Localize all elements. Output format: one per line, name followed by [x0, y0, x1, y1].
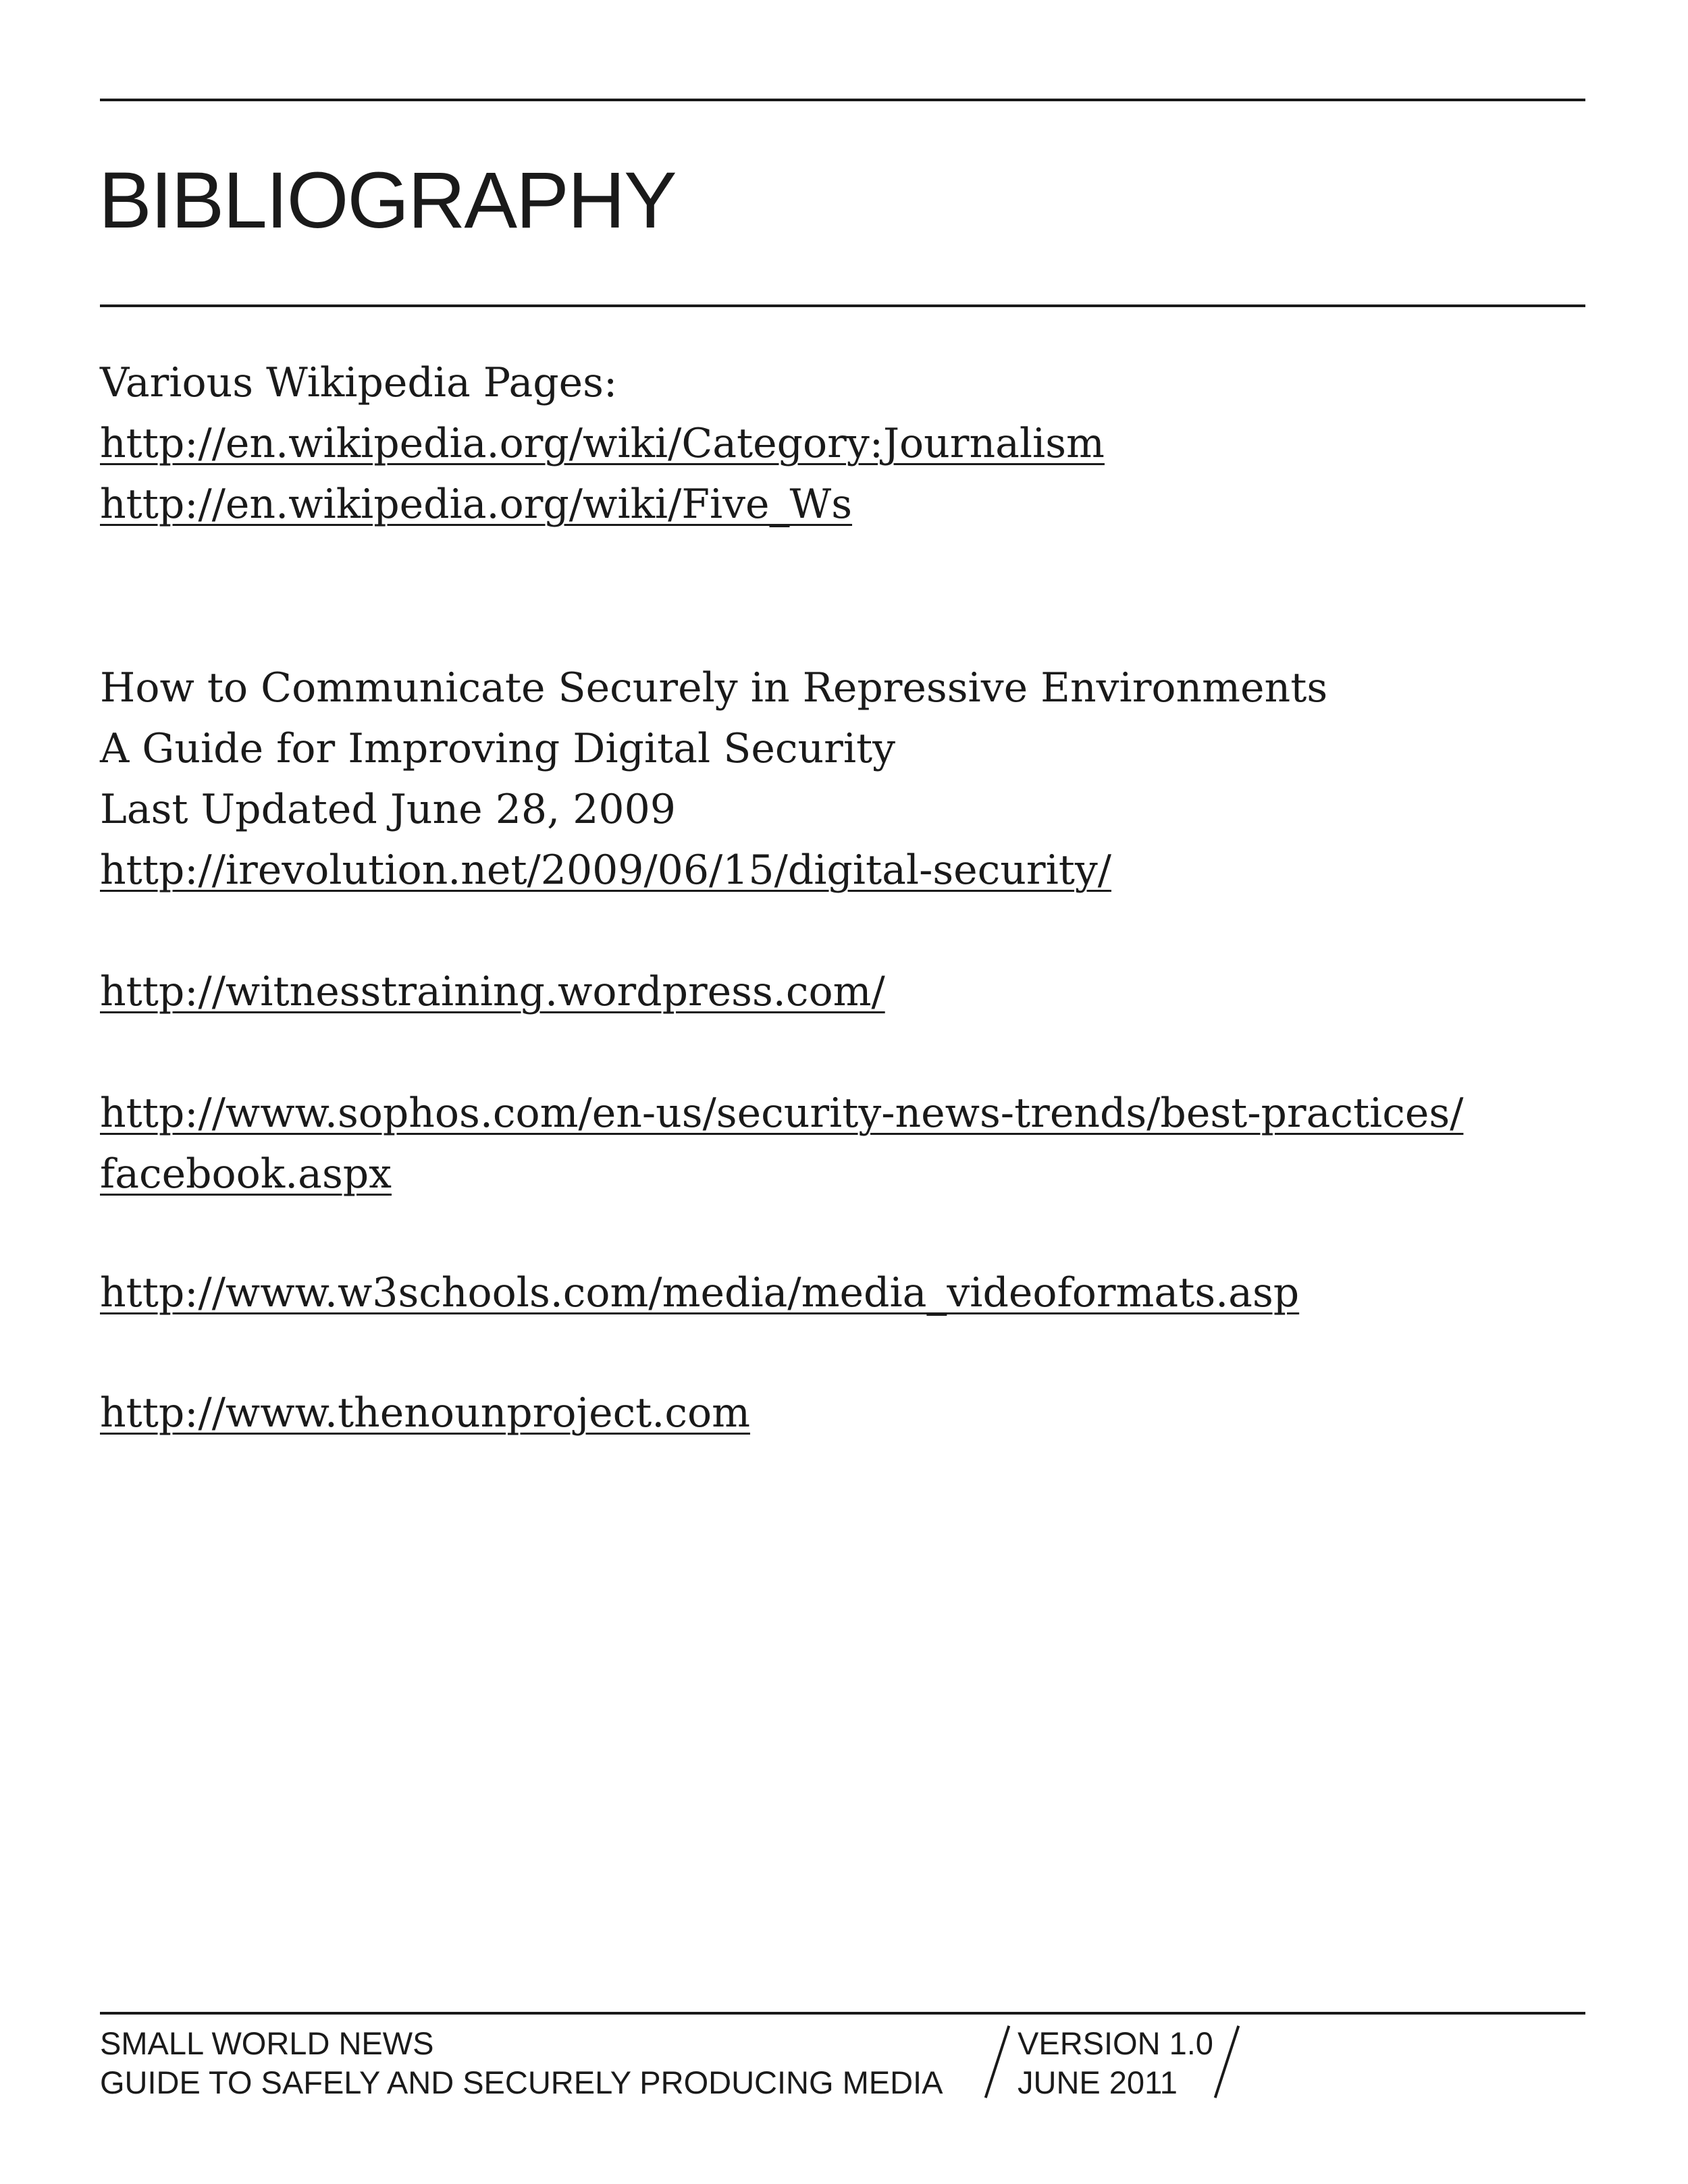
footer-separator-slash — [1214, 2025, 1240, 2098]
link-sophos-part-2[interactable]: facebook.aspx — [100, 1150, 392, 1198]
entry-updated-date: Last Updated June 28, 2009 — [100, 786, 676, 833]
link-w3schools[interactable]: http://www.w3schools.com/media/media_videoformats.asp — [100, 1269, 1300, 1316]
link-nounproject[interactable]: http://www.thenounproject.com — [100, 1389, 750, 1437]
bibliography-entry-nounproject — [100, 1383, 750, 1443]
link-irevolution[interactable]: http://irevolution.net/2009/06/15/digital-security/ — [100, 847, 1111, 894]
footer-separator-slash — [984, 2025, 1010, 2098]
footer-org: SMALL WORLD NEWS — [100, 2025, 434, 2061]
top-divider — [100, 99, 1585, 101]
footer-divider — [100, 2012, 1585, 2015]
entry-heading: Various Wikipedia Pages: — [100, 359, 618, 406]
link-wikipedia-five-ws[interactable]: http://en.wikipedia.org/wiki/Five_Ws — [100, 481, 853, 528]
footer-guide-title: GUIDE TO SAFELY AND SECURELY PRODUCING MEDIA — [100, 2065, 943, 2100]
page-title: BIBLIOGRAPHY — [99, 156, 676, 245]
footer-date: JUNE 2011 — [1018, 2065, 1178, 2100]
bibliography-entry-wikipedia — [100, 352, 1105, 535]
link-sophos-part-1[interactable]: http://www.sophos.com/en-us/security-news-trends/best-practices/ — [100, 1090, 1464, 1137]
link-witness-training[interactable]: http://witnesstraining.wordpress.com/ — [100, 968, 885, 1015]
bibliography-entry-w3schools — [100, 1262, 1299, 1323]
bibliography-entry-witness — [100, 961, 885, 1022]
entry-title: How to Communicate Securely in Repressive Environments — [100, 664, 1328, 712]
link-wikipedia-journalism[interactable]: http://en.wikipedia.org/wiki/Category:Journalism — [100, 420, 1105, 467]
entry-subtitle: A Guide for Improving Digital Security — [100, 725, 896, 772]
footer-version-info — [1018, 2024, 1213, 2102]
footer-version: VERSION 1.0 — [1018, 2025, 1213, 2061]
bibliography-entry-irevolution — [100, 658, 1327, 901]
bibliography-entry-sophos — [100, 1083, 1463, 1204]
title-divider — [100, 304, 1585, 307]
footer-publication — [100, 2024, 943, 2102]
